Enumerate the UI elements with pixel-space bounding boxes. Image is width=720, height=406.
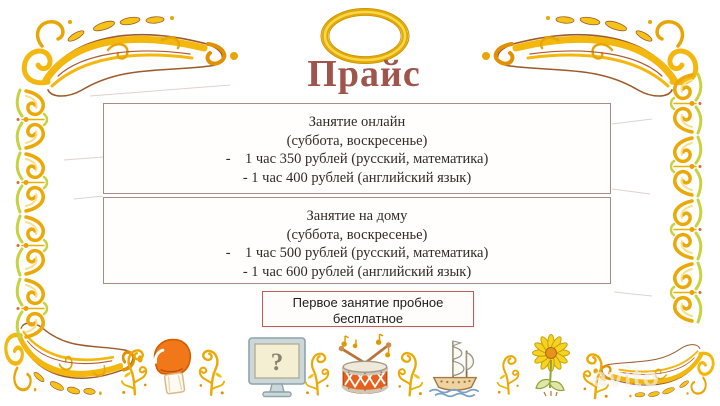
daisy-flower-icon: [533, 335, 570, 397]
bottom-left-flourish: [6, 323, 143, 395]
lesson-days: (суббота, воскресенье): [286, 132, 428, 149]
lesson-title: Занятие на дому: [306, 208, 408, 224]
lesson-title: Занятие онлайн: [308, 114, 406, 130]
boxing-glove-icon: [152, 337, 195, 395]
price-line: - 1 час 350 рублей (русский, математика): [225, 151, 489, 167]
plant-swirl-icon: [498, 356, 519, 394]
trial-note-box: [262, 291, 474, 327]
watermark: avito: [592, 362, 661, 392]
right-border-ornament: [671, 74, 702, 322]
left-border-ornament: [17, 90, 48, 338]
trial-note-line: Первое занятие пробное: [292, 295, 444, 310]
plant-swirl-icon: [398, 353, 422, 395]
lesson-days: (суббота, воскресенье): [286, 226, 428, 243]
page-title: Прайс: [307, 53, 421, 95]
plant-swirl-icon: [199, 351, 224, 395]
plant-swirl-icon: [306, 354, 329, 395]
price-box-online: [103, 103, 611, 194]
drum-icon: [339, 334, 392, 393]
price-line: - 1 час 600 рублей (английский язык): [242, 263, 472, 280]
sailing-ship-icon: [430, 341, 478, 396]
price-box-home: [103, 197, 611, 284]
price-line: - 1 час 500 рублей (русский, математика): [225, 245, 489, 261]
monitor-question-icon: [249, 338, 305, 397]
trial-note-line: бесплатное: [332, 311, 404, 326]
price-line: - 1 час 400 рублей (английский язык): [242, 169, 472, 186]
